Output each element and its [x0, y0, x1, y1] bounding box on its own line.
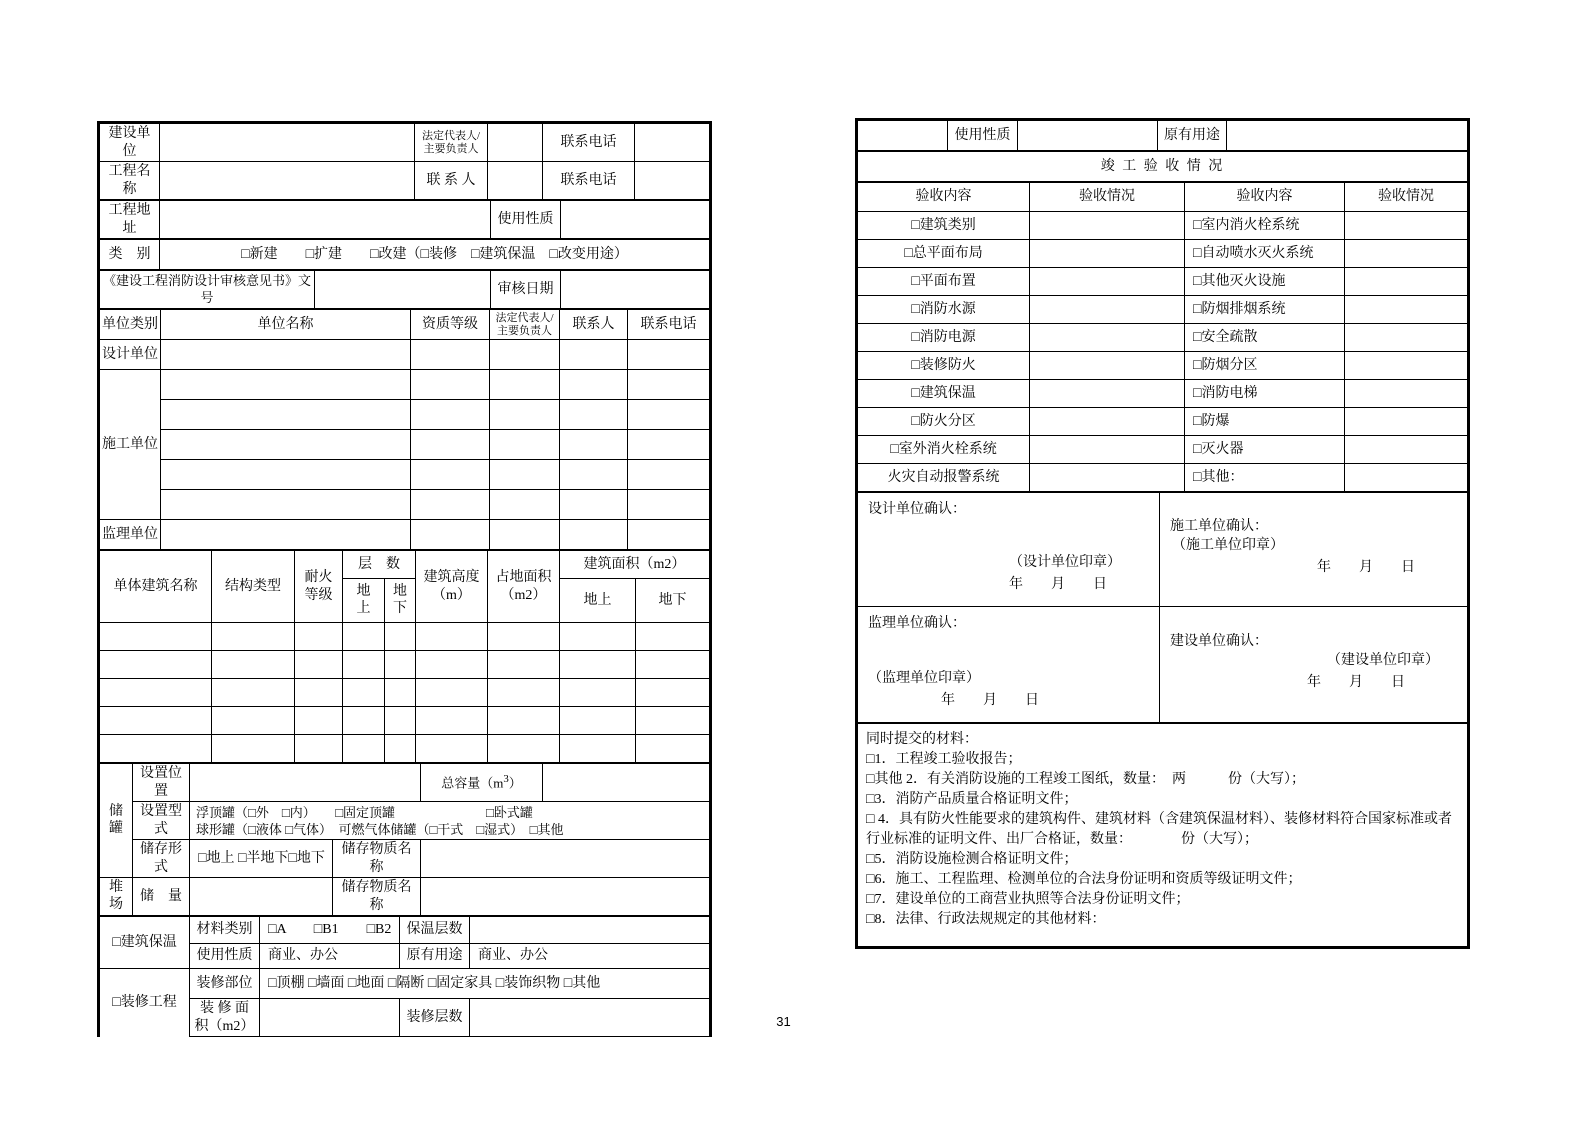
blank-cell [490, 400, 560, 430]
contact-person-value [488, 162, 543, 200]
blank-cell [212, 651, 295, 679]
supervision-date-line: 年 月 日 [941, 693, 1039, 708]
blank-cell [636, 651, 710, 679]
material-item: □1．工程竣工验收报告； [866, 752, 1022, 767]
blank-cell [1345, 268, 1468, 296]
blank-cell [1345, 240, 1468, 268]
blank-cell [490, 430, 560, 460]
construction-confirm-cell [1160, 493, 1468, 607]
blank-cell [411, 460, 490, 490]
insulation-use-value: 商业、办公 [260, 944, 400, 969]
blank-cell [636, 623, 710, 651]
contact-phone2-label: 联系电话 [543, 162, 635, 200]
category-section [99, 239, 710, 270]
builder-confirm-title: 建设单位确认： [1170, 633, 1268, 649]
blank-cell [343, 735, 385, 763]
project-info-table [97, 121, 712, 1037]
blank-cell [1030, 408, 1185, 436]
material-name-label: 储存物质名称 [333, 840, 421, 878]
blank-cell [411, 520, 490, 550]
blank-cell [1345, 212, 1468, 240]
materials-title: 同时提交的材料： [866, 732, 978, 747]
blank-cell [295, 651, 343, 679]
material-item: □7．建设单位的工商营业执照等合法身份证明文件； [866, 892, 1190, 907]
design-confirm-cell [858, 493, 1160, 607]
blank-cell [1030, 464, 1185, 492]
blank-cell [385, 623, 416, 651]
blank-cell [488, 651, 560, 679]
blank-cell [488, 679, 560, 707]
renovation-parts-checkboxes: □顶棚 □墙面 □地面 □隔断 □固定家具 □装饰织物 □其他 [260, 969, 710, 999]
blank-cell [1030, 380, 1185, 408]
blank-cell [416, 707, 488, 735]
original-use-value: 商业、办公 [470, 944, 710, 969]
address-label: 工程地址 [100, 201, 160, 239]
check-item: □消防电梯 [1185, 380, 1345, 408]
blank-cell [343, 679, 385, 707]
blank-cell [1345, 436, 1468, 464]
tank-type-line2: 球形罐（□液体 □气体） 可燃气体储罐（□干式 □湿式） □其他 [196, 821, 564, 837]
legal-rep-label: 法定代表人/主要负责人 [415, 124, 488, 162]
blank-cell [343, 651, 385, 679]
supervision-unit-label: 监理单位 [100, 520, 161, 550]
blank-cell [560, 735, 636, 763]
blank-cell [560, 340, 628, 370]
blank-cell [212, 679, 295, 707]
material-name-value [421, 840, 710, 878]
renovation-floors-label: 装修层数 [400, 999, 470, 1037]
blank-cell [628, 370, 710, 400]
blank-cell [628, 490, 710, 520]
blank-cell [560, 679, 636, 707]
insulation-layers-value [470, 917, 710, 944]
blank-cell [411, 430, 490, 460]
builder-confirm-cell [1160, 607, 1468, 723]
blank-cell [1030, 436, 1185, 464]
check-item: □室外消火栓系统 [858, 436, 1030, 464]
floors-header: 层 数 [343, 551, 416, 579]
blank-cell [1030, 324, 1185, 352]
blank-cell [161, 400, 411, 430]
blank-cell [560, 490, 628, 520]
fire-rating-header: 耐火等级 [295, 551, 343, 623]
material-item: □其他 2．有关消防设施的工程竣工图纸，数量： 两 份（大写）； [866, 772, 1305, 787]
blank-cell [1345, 380, 1468, 408]
blank-cell [385, 651, 416, 679]
check-item: 火灾自动报警系统 [858, 464, 1030, 492]
supervision-confirm-title: 监理单位确认： [868, 616, 966, 631]
qualification-header: 资质等级 [411, 310, 490, 340]
storage-form-checkboxes: □地上 □半地下□地下 [190, 840, 333, 878]
review-doc-label: 《建设工程消防设计审核意见书》文号 [100, 271, 315, 309]
check-item: □防烟排烟系统 [1185, 296, 1345, 324]
blank-cell [636, 735, 710, 763]
insulation-use-label: 使用性质 [190, 944, 260, 969]
blank-cell [490, 490, 560, 520]
material-item: □8．法律、行政法规规定的其他材料： [866, 912, 1106, 927]
tank-position-label: 设置位置 [133, 764, 190, 802]
building-height-header: 建筑高度（m） [416, 551, 488, 623]
blank-cell [560, 651, 636, 679]
blank-cell [560, 520, 628, 550]
blank-cell [1030, 296, 1185, 324]
acceptance-table [855, 118, 1470, 949]
blank-cell [416, 735, 488, 763]
renovation-area-label: 装 修 面 积（m2） [190, 999, 260, 1037]
basic-info-section [99, 123, 710, 200]
capacity-sup: 3 [503, 773, 509, 786]
structure-type-header: 结构类型 [212, 551, 295, 623]
contact-header: 联系人 [560, 310, 628, 340]
blank-cell [628, 400, 710, 430]
blank-cell [343, 623, 385, 651]
construction-unit-row-label: 施工单位 [100, 370, 161, 520]
contact-person-label: 联 系 人 [415, 162, 488, 200]
review-doc-value [315, 271, 491, 309]
total-capacity-label [421, 764, 543, 802]
status-header-1: 验收情况 [1030, 183, 1185, 212]
confirmation-section [857, 492, 1468, 723]
blank-cell [161, 430, 411, 460]
blank-cell [636, 707, 710, 735]
supervision-seal-placeholder: （监理单位印章） [868, 671, 980, 686]
blank-cell [212, 707, 295, 735]
blank-cell [161, 340, 411, 370]
category-checkboxes: □新建 □扩建 □改建（□装修 □建筑保温 □改变用途） [160, 240, 710, 270]
check-item: □其他： [1185, 464, 1345, 492]
contact-phone2-value [635, 162, 710, 200]
material-item: □5．消防设施检测合格证明文件； [866, 852, 1078, 867]
blank-cell [628, 340, 710, 370]
blank-cell [488, 623, 560, 651]
blank-cell [628, 430, 710, 460]
legal-rep-value [488, 124, 543, 162]
storage-qty-label: 储 量 [133, 878, 190, 916]
blank-cell [411, 340, 490, 370]
review-doc-section [99, 270, 710, 309]
storage-qty-value [190, 878, 333, 916]
construction-seal-placeholder: （施工单位印章） [1172, 538, 1284, 554]
blank-cell [1030, 268, 1185, 296]
use-nature-label: 使用性质 [491, 201, 561, 239]
blank-cell [411, 400, 490, 430]
blank-cell [161, 460, 411, 490]
acceptance-title: 竣 工 验 收 情 况 [858, 152, 1468, 182]
check-item: □防爆 [1185, 408, 1345, 436]
materials-section [857, 723, 1468, 947]
blank-cell [100, 679, 212, 707]
builder-seal-placeholder: （建设单位印章） [1327, 653, 1439, 669]
tank-label: 储罐 [100, 764, 133, 878]
blank-cell [488, 735, 560, 763]
blank-cell [490, 460, 560, 490]
buildings-section [99, 550, 710, 763]
blank-cell [295, 679, 343, 707]
check-item: □平面布置 [858, 268, 1030, 296]
blank-cell [1345, 324, 1468, 352]
blank-cell [100, 707, 212, 735]
blank-cell [488, 707, 560, 735]
check-item: □自动喷水灭火系统 [1185, 240, 1345, 268]
building-area-header: 建筑面积（m2） [560, 551, 710, 579]
original-use-value [1227, 121, 1468, 151]
blank-cell [490, 340, 560, 370]
material-type-label: 材料类别 [190, 917, 260, 944]
blank-cell [161, 490, 411, 520]
blank-cell [416, 623, 488, 651]
blank-cell [560, 707, 636, 735]
construction-unit-label: 建设单位 [100, 124, 160, 162]
blank-cell [295, 623, 343, 651]
blank-cell [490, 520, 560, 550]
yard-label: 堆场 [100, 878, 133, 916]
footprint-header: 占地面积（m2） [488, 551, 560, 623]
blank-cell [1345, 464, 1468, 492]
contact-phone-value [635, 124, 710, 162]
original-use-label: 原有用途 [400, 944, 470, 969]
blank-cell [212, 735, 295, 763]
legal-rep-header: 法定代表人/主要负责人 [490, 310, 560, 340]
tank-type-line1: 浮顶罐（□外 □内） □固定顶罐 □卧式罐 [196, 804, 533, 820]
blank-cell [628, 460, 710, 490]
design-date-line: 年 月 日 [1009, 577, 1107, 592]
supervision-confirm-cell [858, 607, 1160, 723]
design-unit-label: 设计单位 [100, 340, 161, 370]
blank-cell [416, 651, 488, 679]
blank-cell [161, 520, 411, 550]
project-name-value [160, 162, 415, 200]
blank-cell [385, 735, 416, 763]
blank-cell [385, 679, 416, 707]
check-item: □消防水源 [858, 296, 1030, 324]
blank-cell [411, 490, 490, 520]
check-item: □装修防火 [858, 352, 1030, 380]
blank-cell [1030, 352, 1185, 380]
blank-cell [560, 370, 628, 400]
content-header-2: 验收内容 [1185, 183, 1345, 212]
material-type-checkboxes: □A □B1 □B2 [260, 917, 400, 944]
original-use-label: 原有用途 [1158, 121, 1227, 151]
blank-cell [385, 707, 416, 735]
blank-cell [295, 735, 343, 763]
blank-cell [560, 400, 628, 430]
check-item: □其他灭火设施 [1185, 268, 1345, 296]
floors-above-header: 地上 [343, 579, 385, 623]
blank-cell [858, 121, 948, 151]
right-top-section [857, 120, 1468, 151]
status-header-2: 验收情况 [1345, 183, 1468, 212]
materials-cell [858, 724, 1468, 947]
storage-form-label: 储存形式 [133, 840, 190, 878]
blank-cell [560, 430, 628, 460]
renovation-parts-label: 装修部位 [190, 969, 260, 999]
material-name2-value [421, 878, 710, 916]
tanks-section [99, 763, 710, 916]
design-confirm-title: 设计单位确认： [868, 502, 966, 517]
building-name-header: 单体建筑名称 [100, 551, 212, 623]
blank-cell [1030, 212, 1185, 240]
blank-cell [100, 735, 212, 763]
design-seal-placeholder: （设计单位印章） [1009, 555, 1121, 570]
blank-cell [100, 651, 212, 679]
insulation-section-label: □建筑保温 [100, 917, 190, 969]
check-item: □消防电源 [858, 324, 1030, 352]
material-item: □6．施工、工程监理、检测单位的合法身份证明和资质等级证明文件； [866, 872, 1302, 887]
blank-cell [560, 460, 628, 490]
blank-cell [212, 623, 295, 651]
check-item: □建筑保温 [858, 380, 1030, 408]
capacity-prefix: 总容量（m [441, 775, 504, 791]
blank-cell [295, 707, 343, 735]
review-date-value [561, 271, 710, 309]
check-item: □总平面布局 [858, 240, 1030, 268]
area-below-header: 地下 [636, 579, 710, 623]
total-capacity-value [543, 764, 710, 802]
unit-type-header: 单位类别 [100, 310, 161, 340]
review-date-label: 审核日期 [491, 271, 561, 309]
use-nature-value [1018, 121, 1158, 151]
blank-cell [628, 520, 710, 550]
tank-type-label: 设置型式 [133, 802, 190, 840]
phone-header: 联系电话 [628, 310, 710, 340]
blank-cell [490, 370, 560, 400]
construction-confirm-title: 施工单位确认： [1170, 518, 1268, 534]
builder-date-line: 年 月 日 [1307, 675, 1405, 691]
blank-cell [1345, 408, 1468, 436]
tank-position-value [190, 764, 421, 802]
blank-cell [161, 370, 411, 400]
address-section [99, 200, 710, 239]
blank-cell [1030, 240, 1185, 268]
material-name2-label: 储存物质名称 [333, 878, 421, 916]
blank-cell [416, 679, 488, 707]
blank-cell [411, 370, 490, 400]
floors-below-header: 地下 [385, 579, 416, 623]
tank-type-checkboxes [190, 802, 710, 840]
construction-date-line: 年 月 日 [1317, 560, 1415, 576]
use-nature-value [561, 201, 710, 239]
blank-cell [1345, 352, 1468, 380]
blank-cell [1345, 296, 1468, 324]
check-item: □灭火器 [1185, 436, 1345, 464]
check-item: □室内消火栓系统 [1185, 212, 1345, 240]
content-header-1: 验收内容 [858, 183, 1030, 212]
acceptance-grid [857, 182, 1468, 492]
acceptance-title-section [857, 151, 1468, 182]
material-item: □3．消防产品质量合格证明文件； [866, 792, 1078, 807]
check-item: □防火分区 [858, 408, 1030, 436]
capacity-suffix: ） [508, 775, 522, 791]
area-above-header: 地上 [560, 579, 636, 623]
insulation-layers-label: 保温层数 [400, 917, 470, 944]
unit-name-header: 单位名称 [161, 310, 411, 340]
project-name-label: 工程名称 [100, 162, 160, 200]
page-number: 31 [776, 1014, 791, 1029]
units-section [99, 309, 710, 550]
blank-cell [560, 623, 636, 651]
contact-phone-label: 联系电话 [543, 124, 635, 162]
material-item: □ 4．具有防火性能要求的建筑构件、建筑材料（含建筑保温材料）、装修材料符合国家标准或者行业标准的证明文件、出厂合格证，数量： 份（大写）； [866, 812, 1452, 847]
address-value [160, 201, 491, 239]
check-item: □建筑类别 [858, 212, 1030, 240]
check-item: □防烟分区 [1185, 352, 1345, 380]
construction-unit-value [160, 124, 415, 162]
category-label: 类 别 [100, 240, 160, 270]
blank-cell [100, 623, 212, 651]
renovation-section-label: □装修工程 [100, 969, 190, 1037]
use-nature-label: 使用性质 [948, 121, 1018, 151]
blank-cell [636, 679, 710, 707]
blank-cell [343, 707, 385, 735]
check-item: □安全疏散 [1185, 324, 1345, 352]
